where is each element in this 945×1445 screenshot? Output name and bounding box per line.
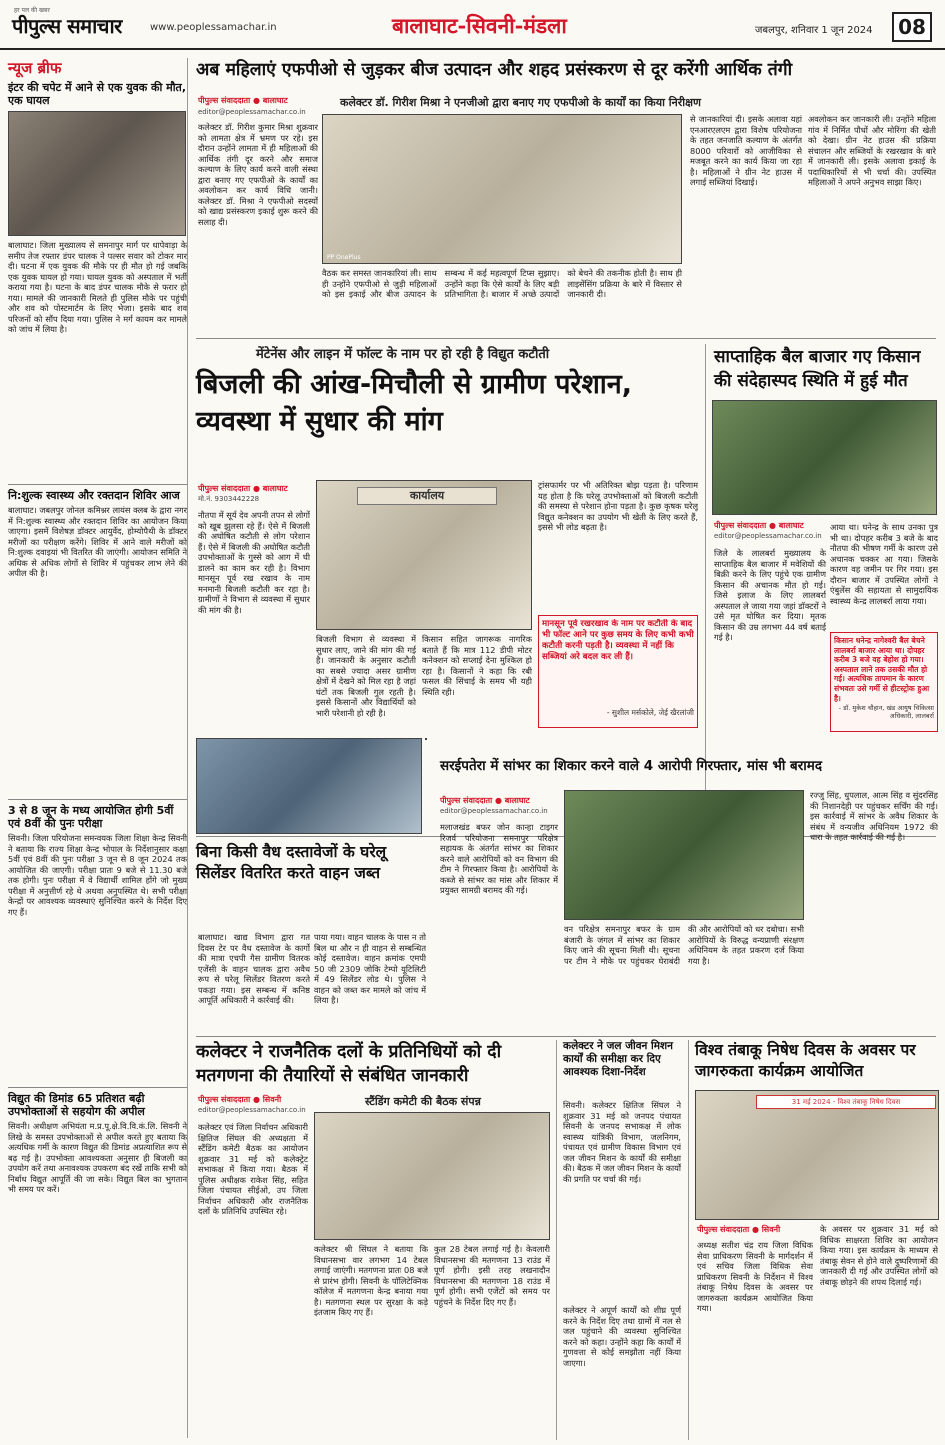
news-brief-heading: न्यूज ब्रीफ [8,59,62,77]
collector-story-byline: पीपुल्स संवाददाता ● सिवनी [198,1095,282,1104]
bull-quote-signature: - डॉ. मुकेश चौहान, खंड आयुष चिकित्सा अधिकारी, लालबर्रा [838,704,934,720]
collector-story-text-3: कुल 28 टेबल लगाई गई है। केवलारी विधानसभा की मतगणना 13 राउंड में पूर्ण होगी। इसी तरह लखनादौन विधानसभा की मतगणना 18 राउंड में पूर्ण होगी। सभी एजेंटों को समय पर पहुंचने के निर्देश दिए गए हैं। [434,1244,550,1307]
accident-victim-photo [8,111,186,236]
jalmission-story-text-1: सिवनी। कलेक्टर क्षितिज सिंघल ने शुक्रवार 31 मई को जनपद पंचायत सिवनी के जनपद सभाकक्ष में लोक स्वास्थ्य यांत्रिकी विभाग, जलनिगम, पंचायत एवं ग्रामीण विकास विभाग एवं जल जीवन मिशन के कार्यों की समीक्षा की। बैठक में जल जीवन मिशन के कार्यों की प्रगति पर चर्चा की गई। [563,1100,681,1184]
poaching-story-byline: पीपुल्स संवाददाता ● बालाघाट [440,796,530,805]
power-story-text-4: ट्रांसफार्मर पर भी अतिरिक्त बोझ पड़ता है। परिणाम यह होता है कि घरेलू उपभोक्ताओं को बिजली कटौती की समस्या से परेशान होना पड़ता है। कुछ कृषक घरेलू विद्युत कनेक्शन का उपयोग भी खेती के लिए करते हैं, इससे भी लोड बढ़ता है। [538,480,698,532]
power-story-text-1: नौतपा में सूर्य देव अपनी तपन से लोगों को खूब झुलसा रहे हैं। ऐसे में बिजली की अघोषित कटौती से लोग परेशान हैं। ऐसे में बिजली की अघोषित कटौती उपभोक्ताओं के गुस्से को आग में घी डालने का काम कर रही है। विभाग मानसून पूर्व रख रखाव के नाम मनमानी बिजली कटौती कर रहा है। ग्रामीणों ने विभाग से व्यवस्था में सुधार की मांग की है। [198,510,310,615]
top-story-byline: पीपुल्स संवाददाता ● बालाघाट [198,96,288,105]
divider [556,1040,557,1440]
brief-2-title: नि:शुल्क स्वास्थ्य और रक्तदान शिविर आज [8,489,180,502]
collector-story-text-2: कलेक्टर श्री सिंघल ने बताया कि विधानसभा वार लगभग 14 टेबल लगाई जाएंगी। मतगणना प्रातः 08 बजे से प्रारंभ होगी। सिवनी के पॉलिटेक्निक कॉलेज में मतगणना केन्द्र बनाया गया है। मतगणना स्थल पर सुरक्षा के कड़े इंतजाम किए गए हैं। [314,1244,428,1317]
brief-1-text: बालाघाट। जिला मुख्यालय से समनापुर मार्ग पर धापेवाड़ा के समीप तेज रफ्तार डंपर चालक ने पल्सर सवार को टोकर मार दी। घटना में एक युवक की मौके पर ही मौत हो गई जबकि एक युवक घायल हो गया। घायल युवक को अस्पताल में भर्ती कराया गया है। घटना के बाद डंपर चालक मौके से फरार हो गया। मामले की जानकारी मिलते ही पुलिस मौके पर पहुंची और शव को पोस्टमार्टम के लिए भेजा। इसके बाद शव परिजनों को सौंप दिया गया। पुलिस ने मर्ग कायम कर मामले को जांच में लिया है। [8,240,187,334]
power-story-mobile: मो.नं. 9303442228 [198,495,260,503]
tobacco-story-headline: विश्व तंबाकू निषेध दिवस के अवसर पर जागरुकता कार्यक्रम आयोजित [695,1041,916,1080]
bull-story-byline: पीपुल्स संवाददाता ● बालाघाट [714,521,804,530]
collector-story-headline: कलेक्टर ने राजनैतिक दलों के प्रतिनिधियों को दी मतगणना की तैयारियों से संबंधित जानकारी [196,1042,502,1086]
jalmission-story-headline: कलेक्टर ने जल जीवन मिशन कार्यों की समीक्षा कर दिए आवश्यक दिशा-निर्देश [563,1040,673,1078]
tobacco-story-text-2: के अवसर पर शुक्रवार 31 मई को विधिक साक्षरता शिविर का आयोजन किया गया। इस कार्यक्रम के माध्यम से तंबाकू सेवन से होने वाले दुष्परिणामों की जानकारी दी गई और उपस्थित लोगों को तंबाकू छोड़ने की शपथ दिलाई गई। [820,1224,938,1287]
collector-story-text-1: कलेक्टर एवं जिला निर्वाचन अधिकारी क्षितिज सिंघल की अध्यक्षता में स्टैंडिंग कमेटी बैठक का आयोजन शुक्रवार 31 मई को कलेक्ट्रेट सभाकक्ष में किया गया। बैठक में पुलिस अधीक्षक राकेश सिंह, सहित जिला पंचायत सीईओ, उप जिला निर्वाचन अधिकारी और राजनैतिक दलों के प्रतिनिधि उपस्थित रहे। [198,1122,308,1216]
page-number: 08 [892,12,932,42]
office-sign: कार्यालय [357,487,497,505]
top-story-headline: अब महिलाएं एफपीओ से जुड़कर बीज उत्पादन और शहद प्रसंस्करण से दूर करेंगी आर्थिक तंगी [196,60,793,80]
divider [8,799,187,800]
top-story-subhead: कलेक्टर डॉ. गिरीश मिश्रा ने एनजीओ द्वारा बनाए गए एफपीओ के कार्यों का किया निरीक्षण [340,96,701,109]
power-quote-signature: - सुशील मर्सकोले, जेई खैरलांजी [606,708,694,717]
bull-story-text-1: जिले के लालबर्रा मुख्यालय के साप्ताहिक बैल बाजार में मवेशियों की बिक्री करने के लिए पहुंचे एक ग्रामीण किसान की अचानक मौत हो गई। जिसे इलाज के लिए लालबर्रा अस्पताल ले जाया गया जहां डॉक्टरों ने उसे मृत घोषित कर दिया। मृतक किसान की उम्र लगभग 44 वर्ष बताई गई है। [714,548,826,642]
tobacco-story-text-1: अध्यक्ष सतीश चंद्र राय जिला विधिक सेवा प्राधिकरण सिवनी के मार्गदर्शन में एवं सचिव जिला विधिक सेवा प्राधिकरण सिवनी के निर्देशन में विश्व तंबाकू निषेध दिवस के अवसर पर जागरुकता कार्यक्रम आयोजित किया गया। [697,1240,813,1313]
tobacco-banner: 31 मई 2024 - विश्व तंबाकू निषेध दिवस [756,1095,936,1109]
bull-story-headline: साप्ताहिक बैल बाजार गए किसान की संदेहास्पद स्थिति में हुई मौत [714,347,921,391]
logo-tagline: हर पल की खबर [14,7,50,14]
bull-quote-text: किसान धनेन्द्र नागेश्वरी बैल बेचने लालबर्रा बाजार आया था। दोपहर करीब 3 बजे वह बेहोश हो गया। अस्पताल लाने तक उसकी मौत हो गई। अत्यधिक तापमान के कारण संभवतः उसे गर्मी से हीटस्ट्रोक हुआ है। [834,636,930,702]
region-title: बालाघाट-सिवनी-मंडला [392,13,567,38]
brief-3-text: सिवनी। जिला परियोजना समन्वयक जिला शिक्षा केन्द्र सिवनी ने बताया कि राज्य शिक्षा केन्द्र भोपाल के निर्देशानुसार कक्षा 5वीं एवं 8वीं की पुनः परीक्षा 3 जून से 8 जून 2024 तक आयोजित की जाएगी। परीक्षा प्रातः 9 बजे से 11.30 बजे तक होगी। पुनः परीक्षा में वे विद्यार्थी शामिल होंगे जो मुख्य परीक्षा में अनुत्तीर्ण रहे थे अथवा अनुपस्थित थे। सभी परीक्षा केन्द्रों पर आवश्यक व्यवस्थाएं सुनिश्चित करने के निर्देश दिए गए हैं। [8,833,187,917]
poaching-story-headline: सरईपतेरा में सांभर का शिकार करने वाले 4 आरोपी गिरफ्तार, मांस भी बरामद [440,758,822,774]
newspaper-logo: पीपुल्स समाचार [12,14,122,38]
brief-1-title: इंटर की चपेट में आने से एक युवक की मौत, एक घायल [8,81,186,107]
tobacco-awareness-photo [695,1090,939,1220]
cylinder-story-text-2: पाया गया। वाहन चालक के पास न तो बिल था और न ही वाहन से सम्बन्धित कोई दस्तावेज। वाहन क्रमांक एमपी 50 जी 2309 जोकि टेम्पो यूटिलिटी में 49 सिलेंडर लोड थे। पुलिस ने वाहन को जब्त कर मामले को जांच में लिया है। [314,932,426,1005]
divider [688,1040,689,1440]
power-office-photo [316,480,532,630]
top-story-text-2: वैठक कर समस्त जानकारियां ली। साथ ही उन्होंने एफपीओ से जुड़ी महिलाओं को इस इकाई और बीज उत्पादन के सम्बन्ध में कई महत्वपूर्ण टिप्स सुझाए। उन्होंने कहा कि ऐसे कार्यों के लिए बड़ी प्रतिभागिता है। बाजार में अच्छे उत्पादों को बेचने की तकनीक होती है। साथ ही लाइसेंसिंग प्रक्रिया के बारे में विस्तार से जानकारी दी। [322,268,682,299]
dateline: जबलपुर, शनिवार 1 जून 2024 [755,25,873,36]
tobacco-story-byline: पीपुल्स संवाददाता ● सिवनी [697,1225,781,1234]
fpo-group-photo [322,114,682,264]
top-story-text-4: अवलोकन कर जानकारी ली। उन्होंने महिला गांव में निर्मित पौधों और मोरिंगा की खेती को देखा। ग्रीन नेट हाउस की प्रक्रिया संचालन और सब्जियों के रखरखाव के बारे में जानकारी ली। इसके अलावा इकाई के पदाधिकारियों से भी चर्चा की। उपस्थित महिलाओं ने अपने अनुभव साझा किए। [808,114,936,187]
power-story-kicker: मेंटेनेंस और लाइन में फॉल्ट के नाम पर हो रही है विद्युत कटौती [256,347,550,362]
poaching-story-text-1: मलाजखंड बफर जोन कान्हा टाइगर रिजर्व परियोजना समनापुर परिक्षेत्र सहायक के अंतर्गत सांभर का शिकार करने वाले आरोपियों को वन विभाग की टीम ने गिरफ्तार किया है। आरोपियों के कब्जे से सांभर का मांस और शिकार में प्रयुक्त सामग्री बरामद की गई। [440,822,558,895]
collector-meeting-photo [314,1112,550,1240]
divider [8,1087,187,1088]
divider [196,338,936,339]
top-story-email: editor@peoplessamachar.co.in [198,108,306,116]
bull-story-email: editor@peoplessamachar.co.in [714,532,822,540]
jalmission-story-text-2: कलेक्टर ने अपूर्ण कार्यों को शीघ्र पूर्ण करने के निर्देश दिए तथा ग्रामों में नल से जल पहुंचाने की व्यवस्था सुनिश्चित करने को कहा। उन्होंने कहा कि कार्यों में गुणवत्ता से कोई समझौता नहीं किया जाएगा। [563,1305,681,1368]
poaching-story-text-3: रज्जु सिंह, धुपलाल, आत्म सिंह व सुंदरसिंह की निशानदेही पर पहुंचकर सर्चिंग की गई। इस कार्रवाई में सांभर के अवैध शिकार के संबंध में वन्यजीव अधिनियम 1972 की धारा के तहत कार्रवाई की गई है। [810,790,938,842]
gas-cylinder-vehicle-photo [196,738,422,834]
cylinder-story-text-1: बालाघाट। खाद्य विभाग द्वारा गत दिवस टेर पर वैध दस्तावेज के कार्गो की मात्रा एचपी गैस ग्रामीण वितरक एजेंसी के वाहन चालक द्वारा अवैध रूप से घरेलू सिलेंडर वितरण करते पकड़ा गया। इस सम्बन्ध में कनिष्ठ आपूर्ति अधिकारी ने कार्रवाई की। [198,932,310,1005]
brief-3-title: 3 से 8 जून के मध्य आयोजित होगी 5वीं एवं 8वीं की पुनः परीक्षा [8,804,174,830]
photo-credit: PP OnePlus [327,254,361,261]
top-story-text-3: से जानकारियां दी। इसके अलावा यहां एनआरएलएम द्वारा विशेष परियोजना के तहत जनजाति कल्याण के अंतर्गत 8000 परिवारों को आजीविका से मजबूत करने का कार्य किया जा रहा है। महिलाओं ने ग्रीन नेट हाउस में लगाई सब्जियां दिखाई। [690,114,802,187]
collector-story-email: editor@peoplessamachar.co.in [198,1106,306,1114]
masthead [0,0,945,50]
spacer [425,738,427,740]
power-quote-box [538,615,698,728]
divider [196,1036,936,1037]
power-story-text-2: बिजली विभाग से व्यवस्था में सुधार लाए, जाने की मांग की गई है। जानकारी के अनुसार कटौती का सबसे ज्यादा असर ग्रामीण क्षेत्रों में देखने को मिल रहा है जहां घंटों तक बिजली गुल रहती है। इससे किसानों और विद्यार्थियों को भारी परेशानी हो रही है। [316,634,416,718]
brief-4-text: सिवनी। अधीक्षण अभियंता म.प्र.पू.क्षे.वि.वि.कं.लि. सिवनी ने लिखे के समस्त उपभोक्ताओं से अपील करते हुए बताया कि अत्यधिक गर्मी के कारण विद्युत की डिमांड अप्रत्याशित रूप से बढ़ गई है। उपभोक्ता आवश्यकता अनुसार ही बिजली का उपयोग करें तथा अनावश्यक उपकरण बंद रखें ताकि सभी को निर्बाध विद्युत आपूर्ति की जा सके। विद्युत बिल का भुगतान भी समय पर करें। [8,1121,187,1194]
power-story-headline: बिजली की आंख-मिचौली से ग्रामीण परेशान, व्यवस्था में सुधार की मांग [196,369,633,437]
brief-4-title: विद्युत की डिमांड 65 प्रतिशत बढ़ी उपभोक्ताओं से सहयोग की अपील [8,1092,145,1118]
divider [8,484,187,485]
brief-2-text: बालाघाट। जबलपुर जोनल कमिश्नर लायंस क्लब के द्वारा नगर में नि:शुल्क स्वास्थ्य और रक्तदान शिविर का आयोजन किया जाएगा। इसमें विशेषज्ञ डॉक्टर आयुर्वेद, होम्योपैथी के डॉक्टर मरीजों का परीक्षण करेंगे। शिविर में आने वाले मरीजों को नि:शुल्क दवाइयां भी वितरित की जाएंगी। आयोजन समिति ने अधिक से अधिक लोगों से शिविर में पहुंचकर लाभ लेने की अपील की है। [8,505,187,578]
power-quote-text: मानसून पूर्व रखरखाव के नाम पर कटौती के बाद भी फॉल्ट आने पर कुछ समय के लिए कभी कभी कटौती करनी पड़ती है। व्यवस्था में नहीं कि सब्जियां अरे बदल कर ली हैं। [542,619,694,662]
bull-quote-box [830,632,938,732]
cylinder-story-headline: बिना किसी वैध दस्तावेजों के घरेलू सिलेंडर वितरित करते वाहन जब्त [196,843,387,882]
poaching-arrest-photo [564,790,804,920]
website-link[interactable]: www.peoplessamachar.in [150,22,277,33]
poaching-story-text-2: वन परिक्षेत्र समनापुर बफर के ग्राम बंजारी के जंगल में सांभर का शिकार किए जाने की सूचना मिली थी। सूचना पर टीम ने मौके पर पहुंचकर घेराबंदी की और आरोपियों को धर दबोचा। सभी आरोपियों के विरुद्ध वन्यप्राणी संरक्षण अधिनियम के तहत प्रकरण दर्ज किया गया है। [564,924,804,966]
power-story-byline: पीपुल्स संवाददाता ● बालाघाट [198,484,288,493]
news-brief-column [8,58,188,1438]
divider [705,344,706,829]
poaching-story-email: editor@peoplessamachar.co.in [440,807,548,815]
collector-story-subhead: स्टैंडिंग कमेटी की बैठक संपन्न [365,1095,481,1108]
ambulance-photo [712,400,937,515]
top-story-text-1: कलेक्टर डॉ. गिरीश कुमार मिश्रा शुक्रवार को लामता क्षेत्र में भ्रमण पर रहे। इस दौरान उन्होंने लामता में ही महिलाओं की आर्थिक तंगी दूर करने और समाज कल्याण के लिए कार्य करने वाली संस्था द्वारा बनाए गए एफपीओ के कार्यों का अवलोकन कर कार्य विधि जानी। कलेक्टर डॉ. मिश्रा ने एफपीओ सदस्यों को खाद्य प्रसंस्करण इकाई शुरू करने की सलाह दी। [198,122,318,227]
bull-story-text-2: आया था। घनेन्द्र के साथ उनका पुत्र भी था। दोपहर करीब 3 बजे के बाद नौतपा की भीषण गर्मी के कारण उसे अचानक चक्कर आ गया। जिसके कारण वह जमीन पर गिर गया। इस दौरान बाजार में उपस्थित लोगों ने एंबुलेंस की सहायता से सामुदायिक स्वास्थ्य केन्द्र लालबर्रा लाया गया। [830,522,938,606]
power-story-text-3: किसान सहित जागरूक नागरिक बताते हैं कि मात्र 112 डीपी मोटर कनेक्शन को सप्लाई देना मुश्किल हो रहा है। किसानों ने कहा कि रबी फसल की सिंचाई के समय भी यही स्थिति रही। [422,634,532,697]
